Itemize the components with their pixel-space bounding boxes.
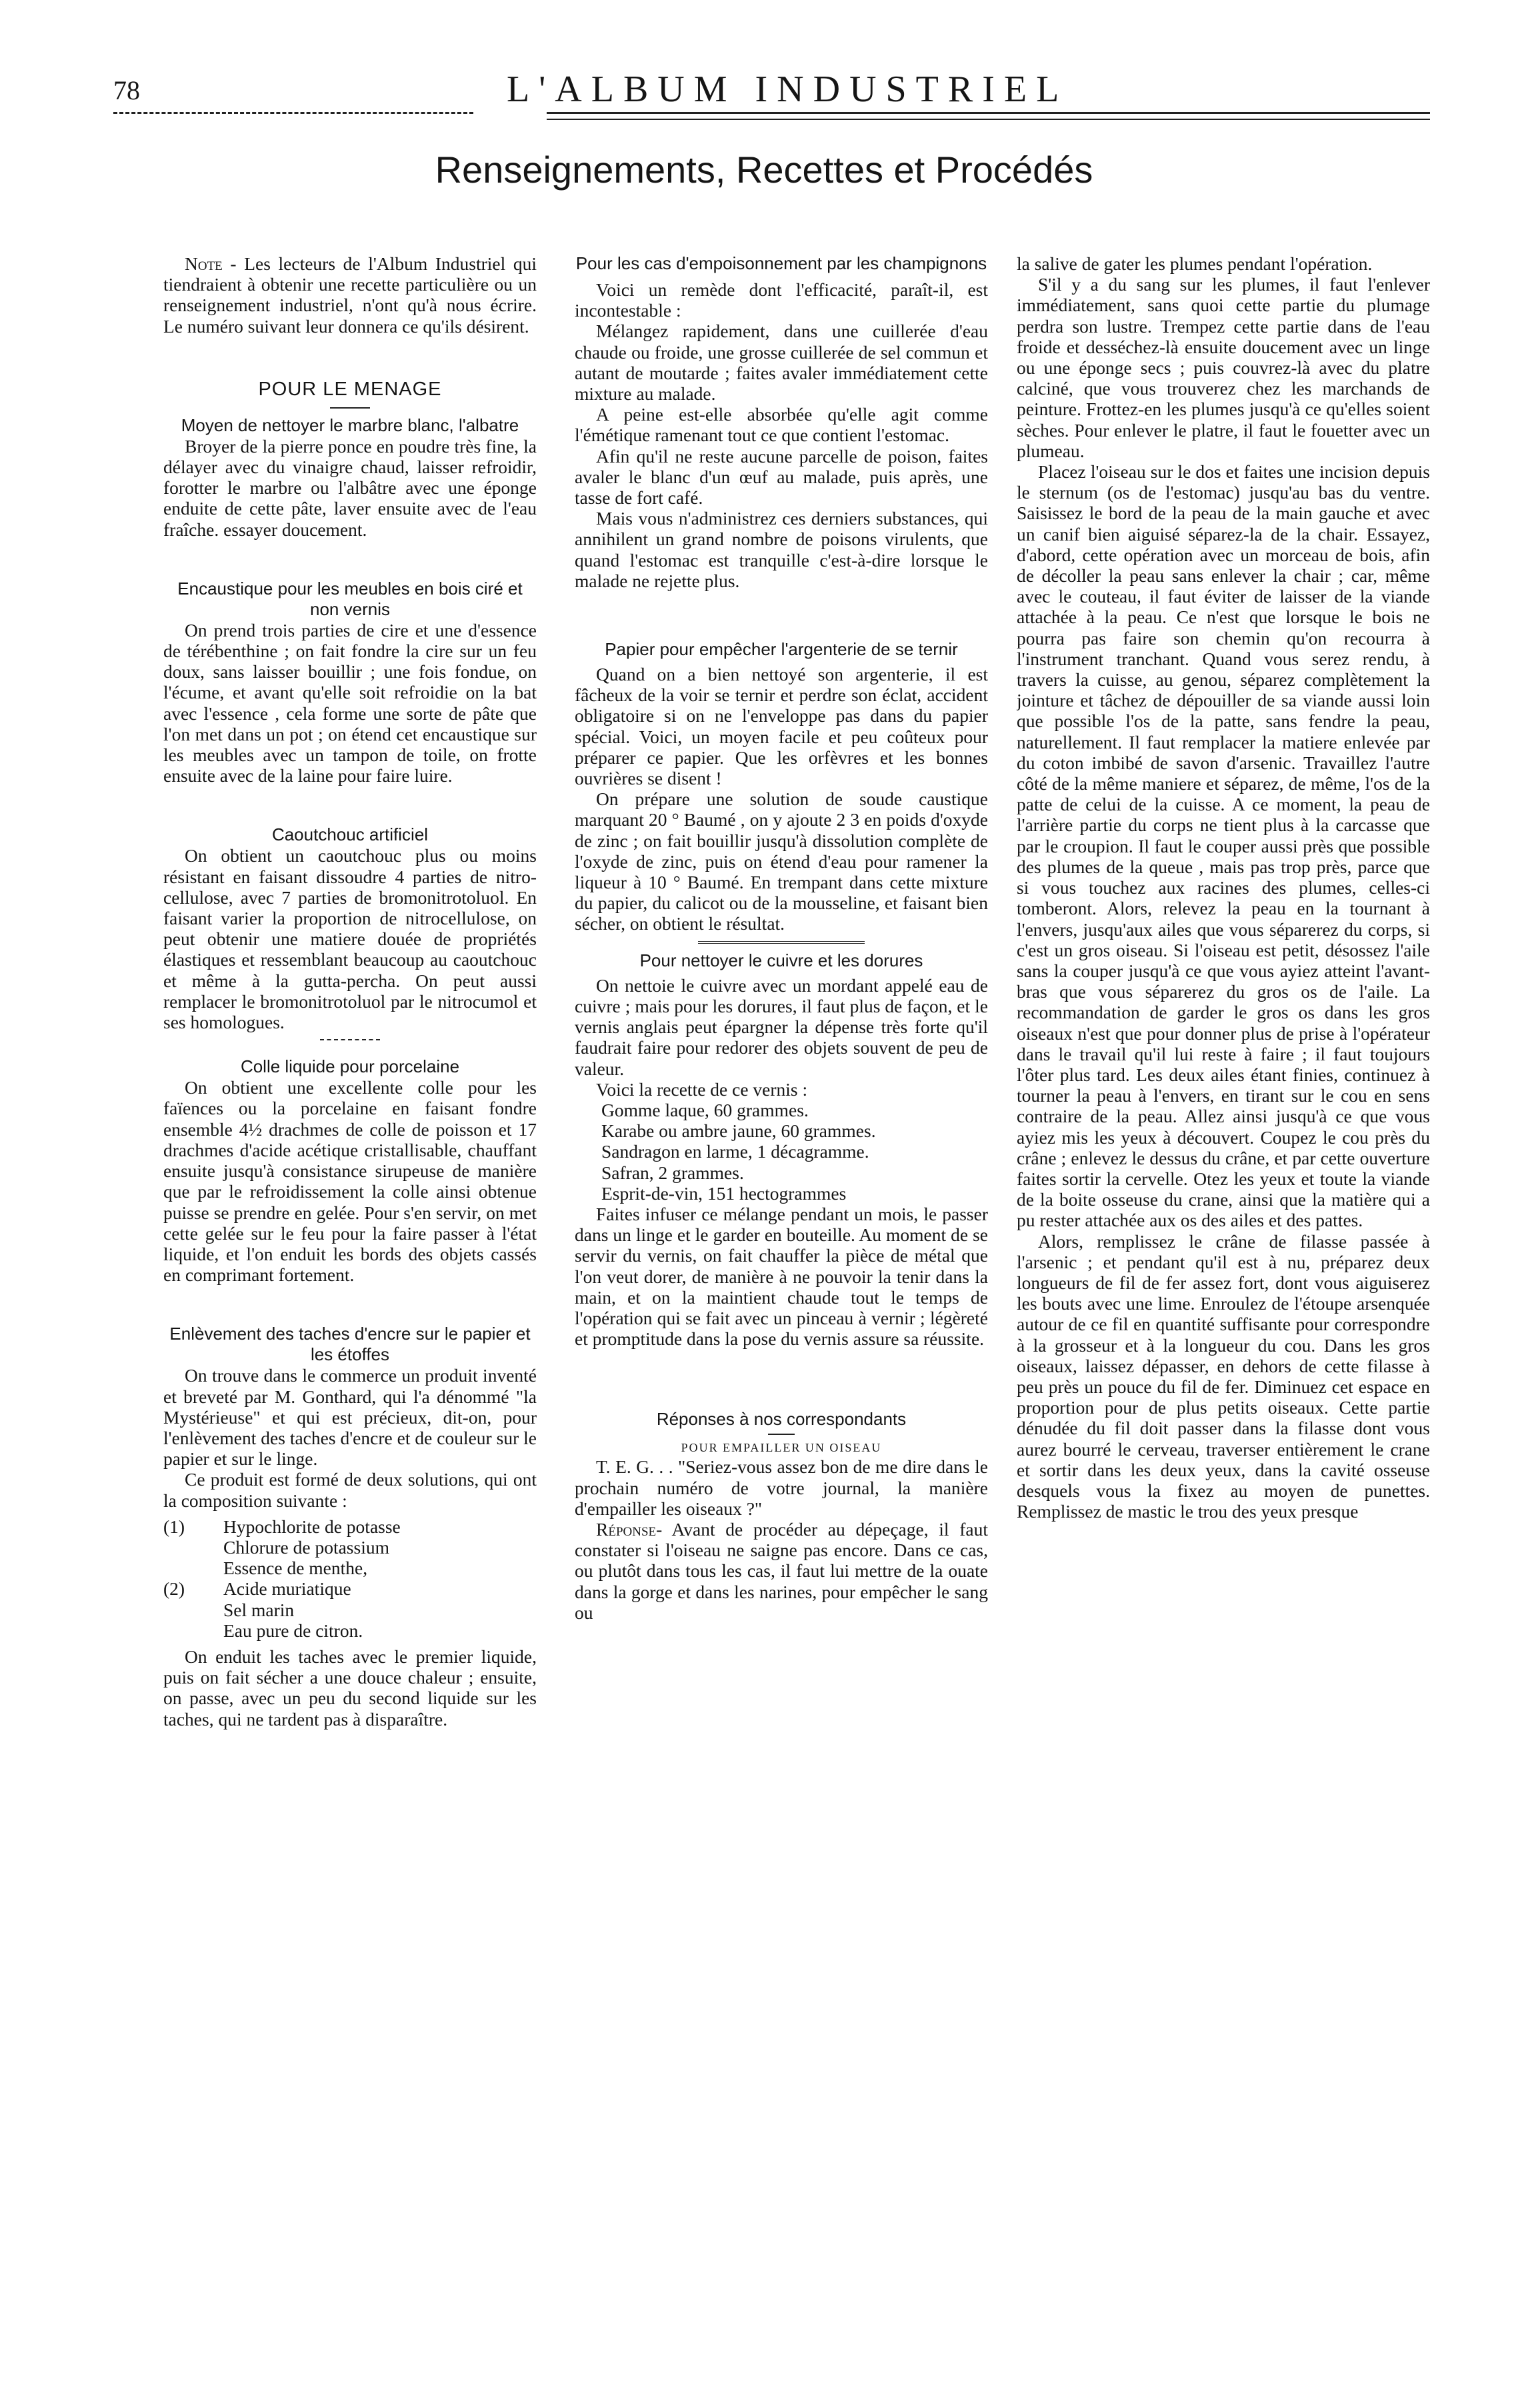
article-title: Moyen de nettoyer le marbre blanc, l'albatre bbox=[181, 415, 519, 435]
section-heading: POUR LE MENAGE bbox=[258, 378, 442, 400]
recipe-line bbox=[163, 1620, 537, 1641]
recipe-item: Acide muriatique bbox=[223, 1578, 351, 1600]
recipe-line bbox=[163, 1578, 537, 1599]
header-rule-bottom bbox=[547, 119, 1430, 120]
recipe-item: Essence de menthe, bbox=[223, 1558, 368, 1579]
note-lead: Note bbox=[185, 253, 223, 274]
column-left bbox=[163, 253, 537, 2379]
article-text: On prend trois parties de cire et une d'essence de térébenthine ; on fait fondre la cire sur un feu doux, sans laisser bouillir ; une fois fondue, on l'écume, et avant qu'elle soit refroidie on la bat avec l'essence , cela forme une sorte de pâte que l'on met dans un pot ; on étend cet encaustique sur les meubles avec un tampon de toile, on frotte ensuite avec de la laine pour faire luire. bbox=[163, 619, 537, 786]
article-text: Broyer de la pierre ponce en poudre très fine, la délayer avec du vinaigre chaud, laisser refroidir, forotter le marbre ou l'albâtre avec une éponge enduite de cette pâte, laver ensuite avec de l'eau fraîche. essayer doucement. bbox=[163, 435, 537, 540]
article-text: Quand on a bien nettoyé son argenterie, il est fâcheux de la voir se ternir et perdre son éclat, accident obligatoire si on ne l'enveloppe pas dans du papier spécial. Voici, un moyen facile et peu coûteux pour préparer ce papier. Que les orfèvres et les bonnes ouvrières se disent ! bbox=[575, 664, 988, 789]
recipe-item: Eau pure de citron. bbox=[223, 1620, 363, 1641]
note-text: - Les lecteurs de l'Album Industriel qui tiendraient à obtenir une recette particulière ou un renseignement industriel, n'ont qu'à nous écrire. Le numéro suivant leur donnera ce qu'ils désirent. bbox=[163, 253, 537, 337]
article-text: On enduit les taches avec le premier liquide, puis on fait sécher a une douce chaleur ; ensuite, on passe, avec un peu du second liquide sur les taches, qui ne tardent pas à disparaître. bbox=[163, 1646, 537, 1730]
recipe-number: (1) bbox=[163, 1516, 185, 1537]
header-rule-left bbox=[113, 112, 473, 114]
article-title: Pour les cas d'empoisonnement par les champignons bbox=[575, 253, 987, 273]
article-text: Voici la recette de ce vernis : bbox=[596, 1078, 808, 1100]
article-text: Mélangez rapidement, dans une cuillerée d'eau chaude ou froide, une grosse cuillerée de sel commun et autant de moutarde ; faites avaler immédiatement cette mixture au malade. bbox=[575, 321, 988, 405]
article-title: Papier pour empêcher l'argenterie de se ternir bbox=[605, 639, 958, 660]
recipe-item: Hypochlorite de potasse bbox=[223, 1516, 401, 1537]
article-text: T. E. G. . . "Seriez-vous assez bon de me dire dans le prochain numéro de votre journal, la manière d'empailler les oiseaux ?" bbox=[575, 1456, 988, 1519]
recipe-item: Chlorure de potassium bbox=[223, 1536, 389, 1558]
article-text: la salive de gater les plumes pendant l'opération. bbox=[1017, 253, 1373, 274]
article-text: Alors, remplissez le crâne de filasse passée à l'arsenic ; et pendant qu'il est à nu, préparez deux longueurs de fil de fer assez fort, dont vous aiguiserez les bouts avec une lime. Enroulez de l'étoupe arsenquée autour de ce fil en quantité suffisante pour correspondre à la grosseur et à la longueur du cou. Dans les gros oiseaux, laissez dépasser, en dehors de cette filasse à peu près un pouce du fil de fer. Diminuez cet espace en proportion pour de plus petits oiseaux. Cette partie dénudée du fil doit passer dans la filasse dont vous aurez bourré le cerveau, traverser entièrement le crane et sortir dans les deux yeux, dans la cavité osseuse desquels vous la fixez au moyen de punettes. Remplissez de mastic le trou des yeux presque bbox=[1017, 1230, 1430, 1522]
recipe-number: (2) bbox=[163, 1578, 185, 1600]
header-rule-top bbox=[547, 112, 1430, 114]
divider bbox=[698, 941, 865, 944]
running-head bbox=[113, 65, 1430, 119]
article-text: Afin qu'il ne reste aucune parcelle de poison, faites avaler le blanc d'un œuf au malade, puis après, une tasse de fort café. bbox=[575, 445, 988, 509]
article-text: A peine est-elle absorbée qu'elle agit comme l'émétique ramenant tout ce que contient l'estomac. bbox=[575, 404, 988, 446]
article-text: Voici un remède dont l'efficacité, paraît-il, est incontestable : bbox=[575, 279, 988, 321]
article-title: Encaustique pour les meubles en bois ciré et non vernis bbox=[177, 578, 523, 619]
article-text: On prépare une solution de soude caustique marquant 20 ° Baumé , on y ajoute 2 3 en poids d'oxyde de zinc ; on fait bouillir jusqu'à dissolution complète de l'oxyde de zinc, puis on étend d'eau pour ramener la liqueur à 10 ° Baumé. En trempant dans cette mixture du papier, du calicot ou de la mousseline, et faisant bien sécher, on obtient le résultat. bbox=[575, 788, 988, 934]
column-right bbox=[1017, 253, 1430, 2379]
recipe-line: Esprit-de-vin, 151 hectogrammes bbox=[601, 1182, 847, 1204]
article-text: Faites infuser ce mélange pendant un mois, le passer dans un linge et le garder en bouteille. Au moment de se servir du vernis, on fait chauffer la pièce de métal que l'on veut dorer, de manière à ne pouvoir la tenir dans la main, et on la maintient chaude tout le temps de l'opération qui se fait avec un pinceau à vernir ; légèreté et promptitude dans la pose du vernis assure sa réussite. bbox=[575, 1203, 988, 1350]
recipe-line: Safran, 2 grammes. bbox=[601, 1162, 744, 1183]
article-subtitle: POUR EMPAILLER UN OISEAU bbox=[681, 1441, 882, 1455]
page-title: Renseignements, Recettes et Procédés bbox=[435, 149, 1093, 191]
page-number: 78 bbox=[113, 75, 140, 105]
article-text: Mais vous n'administrez ces derniers substances, qui annihilent un grand nombre de poisons virulents, que quand l'estomac est tranquille c'est-à-dire lorsque le malade ne rejette plus. bbox=[575, 508, 988, 591]
recipe-line bbox=[163, 1558, 537, 1578]
article-title: Enlèvement des taches d'encre sur le papier et les étoffes bbox=[169, 1324, 531, 1365]
article-title: Réponses à nos correspondants bbox=[656, 1409, 907, 1430]
reply-lead: Réponse bbox=[596, 1518, 657, 1540]
article-text: Placez l'oiseau sur le dos et faites une incision depuis le sternum (os de l'estomac) jusqu'au bas du ventre. Saisissez le bord de la peau de la main gauche et avec un canif bien aiguisé séparez-la de la chair. Essayez, d'abord, cette opération avec un morceau de bois, afin de décoller la peau sans enlever la chair ; car, même avec le couteau, il faut éviter de laisser de la viande attachée à la peau. Ce n'est que lorsque le bois ne pourra pas faire son chemin qu'on recourra à l'instrument tranchant. Quand vous serez rendu, à travers la cuisse, au genou, séparez complètement la jointure et tâchez de dépouiller de sa viande aussi loin que possible l'os de la patte, sans fendre la peau, naturellement. Il faut remplacer la matiere enlevée par du coton imbibé de savon d'arsenic. Travaillez l'autre côté de la même maniere et séparez, de même, l'os de la patte de celui de la cuisse. A ce moment, la peau de l'arrière partie du corps ne tient plus à la carcasse que par le croupion. Il faut le couper aussi près que possible des plumes de la queue , mais pas trop près, parce que si vous touchez aux racines des plumes, celles-ci tomberont. Alors, relevez la peau en la tournant à l'envers, jusqu'aux ailes que vous séparerez du corps, si c'est un gros oiseau. Si l'oiseau est petit, désossez l'aile sans la couper jusqu'à ce que vous ayiez atteint l'avant-bras que vous séparerez du gros os de l'aile. La recommandation de garder le gros os dans les gros oiseaux n'est que pour donner plus de prise à l'opérateur dans le travail qu'il lui reste à faire ; il faut toujours l'ôter plus tard. Les deux ailes étant finies, continuez à tourner la peau à l'envers, en tirant sur le cou en sens contraire de la peau. Allez ainsi jusqu'à ce que vous ayiez mis les yeux à découvert. Coupez le cou près du crâne ; enlevez le dessus du crâne, et par cette ouverture faites sortir la cervelle. Otez les yeux et toute la viande de la boite osseuse du crane, ainsi que la matière qui a pu rester attachée aux os des ailes et des pattes. bbox=[1017, 461, 1430, 1231]
recipe-list bbox=[163, 1516, 537, 1641]
journal-name: L'ALBUM INDUSTRIEL bbox=[507, 69, 1069, 110]
article-text bbox=[575, 1519, 988, 1623]
article-title: Colle liquide pour porcelaine bbox=[240, 1056, 460, 1077]
editor-note bbox=[163, 253, 537, 337]
recipe-line bbox=[163, 1537, 537, 1558]
article-text: On obtient une excellente colle pour les faïences ou la porcelaine en faisant fondre ensemble 4½ drachmes de colle de poisson et 17 drachmes d'acide acétique cristallisable, chauffant ensuite jusqu'à consistance sirupeuse de manière que par le refroidissement la colle ainsi obtenue puisse se prendre en gelée. Pour s'en servir, on met cette gelée sur le feu pour la faire passer à l'état liquide, et l'on enduit les bords des objets cassés en comprimant fortement. bbox=[163, 1077, 537, 1286]
article-text: S'il y a du sang sur les plumes, il faut l'enlever immédiatement, sans quoi cette partie du plumage perdra son lustre. Trempez cette partie dans de l'eau froide et desséchez-là ensuite doucement avec un linge ou une éponge secs ; puis couvrez-là avec du platre calciné, que vous trouverez chez les marchands de peinture. Frottez-en les plumes jusqu'à ce qu'elles soient sèches. Pour enlever le platre, il faut le fouetter avec un plumeau. bbox=[1017, 274, 1430, 461]
divider bbox=[330, 407, 370, 409]
article-text: Ce produit est formé de deux solutions, qui ont la composition suivante : bbox=[163, 1469, 537, 1511]
recipe-line bbox=[163, 1516, 537, 1537]
recipe-line: Gomme laque, 60 grammes. bbox=[601, 1099, 809, 1120]
reply-text: - Avant de procéder au dépeçage, il faut constater si l'oiseau ne saigne pas encore. Dans ce cas, ou plutôt dans tous les cas, il faut lui mettre de la ouate dans la gorge et dans les narines, pour empêcher le sang ou bbox=[575, 1518, 988, 1623]
article-text: On obtient un caoutchouc plus ou moins résistant en faisant dissoudre 4 parties de nitro-cellulose, avec 7 parties de bromonitrotoluol. En faisant varier la proportion de nitrocellulose, on peut obtenir une matiere douée de propriétés élastiques et ressemblant beaucoup au caoutchouc et même à la gutta-percha. On peut aussi remplacer le bromonitrotoluol par le nitrocumol et ses homologues. bbox=[163, 845, 537, 1033]
article-text: On trouve dans le commerce un produit inventé et breveté par M. Gonthard, qui l'a dénommé "la Mystérieuse" et qui est précieux, dit-on, pour l'enlèvement des taches d'encre et de couleur sur le papier et sur le linge. bbox=[163, 1365, 537, 1470]
article-title: Caoutchouc artificiel bbox=[271, 824, 429, 845]
article-text: On nettoie le cuivre avec un mordant appelé eau de cuivre ; mais pour les dorures, il faut plus de façon, et le vernis anglais peut épargner la dépense très forte qu'il faudrait faire pour redorer des objets souvent de peu de valeur. bbox=[575, 974, 988, 1079]
recipe-line: Karabe ou ambre jaune, 60 grammes. bbox=[601, 1120, 876, 1142]
recipe-line bbox=[163, 1600, 537, 1620]
recipe-line: Sandragon en larme, 1 décagramme. bbox=[601, 1141, 869, 1162]
divider bbox=[320, 1039, 380, 1040]
article-title: Pour nettoyer le cuivre et les dorures bbox=[639, 950, 923, 970]
recipe-item: Sel marin bbox=[223, 1599, 295, 1620]
column-middle bbox=[575, 253, 988, 2379]
divider bbox=[768, 1434, 795, 1435]
varnish-recipe bbox=[575, 1100, 988, 1204]
